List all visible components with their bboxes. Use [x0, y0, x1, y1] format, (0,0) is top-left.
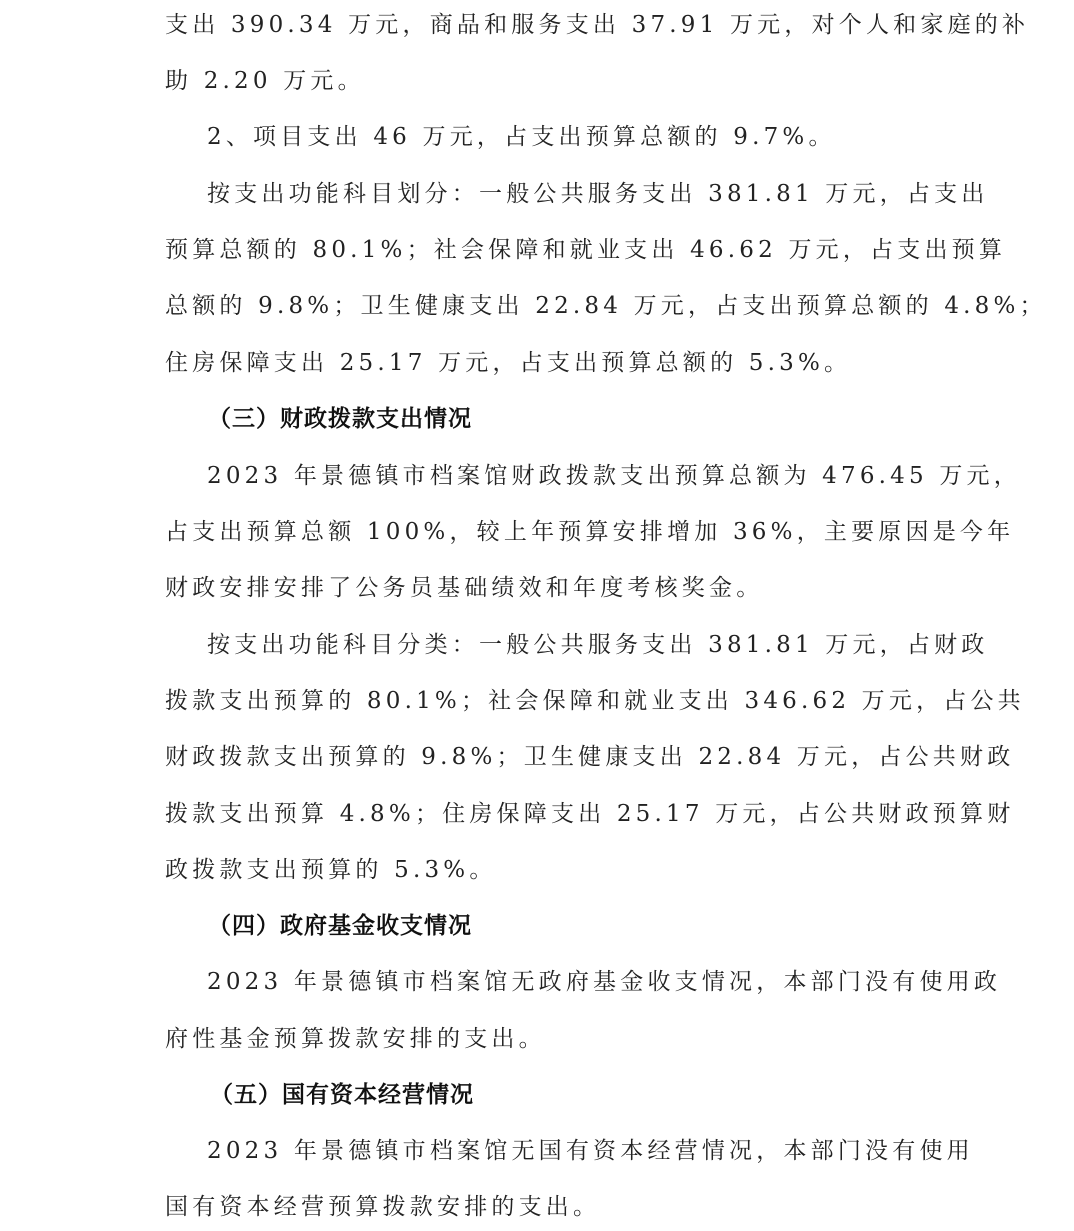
section-heading-fiscal-appropriation: （三）财政拨款支出情况 [208, 406, 472, 432]
text-line: 2023 年景德镇市档案馆无国有资本经营情况，本部门没有使用 [207, 1138, 974, 1164]
text-line: 国有资本经营预算拨款安排的支出。 [165, 1194, 601, 1220]
text-line: 住房保障支出 25.17 万元，占支出预算总额的 5.3%。 [165, 350, 852, 376]
text-line: 拨款支出预算 4.8%；住房保障支出 25.17 万元，占公共财政预算财 [165, 801, 1015, 827]
text-line: 2023 年景德镇市档案馆无政府基金收支情况，本部门没有使用政 [207, 969, 1002, 995]
text-line: 占支出预算总额 100%，较上年预算安排增加 36%，主要原因是今年 [165, 519, 1015, 545]
section-heading-state-capital: （五）国有资本经营情况 [210, 1082, 474, 1108]
text-line: 2、项目支出 46 万元，占支出预算总额的 9.7%。 [207, 124, 836, 150]
text-line: 财政安排安排了公务员基础绩效和年度考核奖金。 [165, 575, 764, 601]
text-line: 财政拨款支出预算的 9.8%；卫生健康支出 22.84 万元，占公共财政 [165, 744, 1015, 770]
text-line: 预算总额的 80.1%；社会保障和就业支出 46.62 万元，占支出预算 [165, 237, 1007, 263]
text-line: 按支出功能科目分类：一般公共服务支出 381.81 万元，占财政 [207, 632, 989, 658]
section-heading-government-fund: （四）政府基金收支情况 [208, 913, 472, 939]
text-line: 支出 390.34 万元，商品和服务支出 37.91 万元，对个人和家庭的补 [165, 12, 1030, 38]
text-line: 按支出功能科目划分：一般公共服务支出 381.81 万元，占支出 [207, 181, 989, 207]
text-line: 拨款支出预算的 80.1%；社会保障和就业支出 346.62 万元，占公共 [165, 688, 1025, 714]
text-line: 2023 年景德镇市档案馆财政拨款支出预算总额为 476.45 万元， [207, 463, 1021, 489]
text-line: 总额的 9.8%；卫生健康支出 22.84 万元，占支出预算总额的 4.8%； [165, 293, 1047, 319]
text-line: 府性基金预算拨款安排的支出。 [165, 1026, 546, 1052]
text-line: 政拨款支出预算的 5.3%。 [165, 857, 497, 883]
text-line: 助 2.20 万元。 [165, 68, 365, 94]
